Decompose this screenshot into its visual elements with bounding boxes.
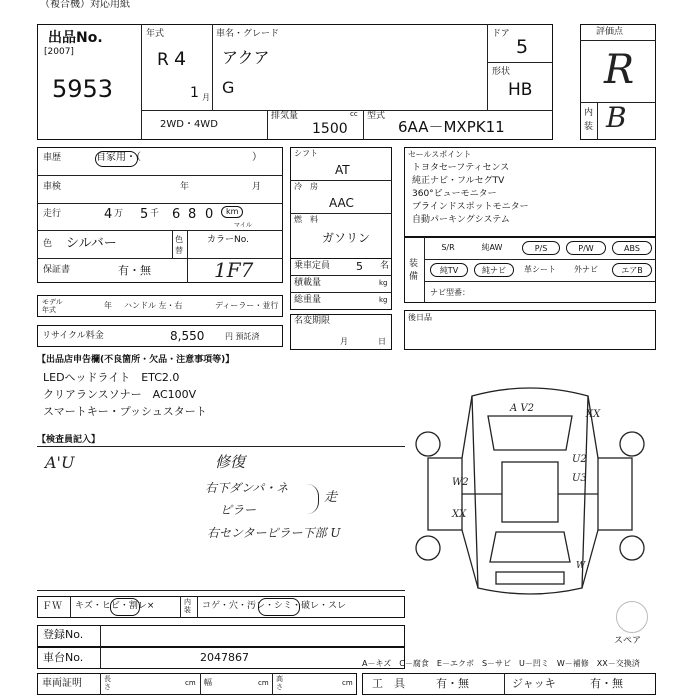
recycle-label: リサイクル料金 [42, 331, 104, 341]
year-label: 年式 [146, 29, 165, 39]
history-value: 自家用・（ [96, 152, 141, 163]
warranty-value: 有・無 [118, 264, 151, 277]
spare-icon [616, 601, 648, 633]
lot-label: 出品No. [48, 30, 103, 46]
shift-value: AT [335, 163, 350, 177]
interior-label: 内 装 [584, 108, 594, 132]
model-name: アクア [222, 48, 270, 67]
lot-tag: [2007] [44, 47, 74, 57]
mileage-label: 走行 [43, 209, 62, 219]
spare-label: スペア [614, 636, 642, 646]
doors-label: ドア [492, 29, 510, 39]
ac-value: AAC [329, 196, 354, 210]
model-grade: G [222, 78, 235, 97]
grade-label: 評価点 [596, 27, 624, 37]
recycle-value: 8,550 [170, 329, 205, 343]
mileage-man: 4 [104, 207, 113, 222]
color-code-label: カラーNo. [207, 235, 249, 245]
displacement-unit: cc [350, 110, 358, 118]
year-era: R [157, 50, 169, 70]
color-label: 色 [43, 239, 53, 249]
interior-score: B [606, 101, 627, 134]
mileage-sen: 5 [140, 207, 149, 222]
inspection-label: 車検 [43, 182, 62, 192]
shape-value: HB [508, 80, 533, 100]
model-label: 車名・グレード [216, 29, 280, 39]
year-month: 1 [190, 85, 199, 101]
drive-label: 2WD・4WD [160, 119, 218, 130]
year-month-unit: 月 [202, 93, 210, 102]
shape-label: 形状 [492, 67, 511, 77]
chassis-value: 2047867 [200, 651, 249, 664]
type-label: 型式 [367, 111, 386, 121]
damage-legend: A－キズ C－腐食 E－エクボ S－サビ U－凹ミ W－補修 XX－交換済 [362, 659, 640, 668]
type-value: 6AA－MXPK11 [398, 118, 505, 136]
lot-number: 5953 [52, 75, 114, 103]
mileage-unit: km [221, 206, 243, 218]
displacement-label: 排気量 [271, 111, 299, 121]
post-delivery-block [404, 310, 656, 350]
dimensions-row [37, 673, 357, 695]
color-code: 1F7 [214, 258, 254, 282]
warranty-label: 保証書 [43, 265, 71, 275]
capacity-value: 5 [356, 260, 363, 273]
form-title: （複合機）対応用紙 [40, 0, 130, 10]
doors-value: 5 [516, 36, 529, 58]
registration-row [37, 625, 405, 647]
fuel-value: ガソリン [322, 231, 371, 245]
history-label: 車歴 [43, 153, 62, 163]
color-value: シルバー [66, 236, 117, 251]
seller-label: 【出品店申告欄(不良箇所・欠品・注意事項等)】 [37, 355, 235, 365]
inspector-label: 【検査員記入】 [37, 435, 101, 445]
displacement-value: 1500 [312, 121, 348, 137]
grade-score: R [604, 47, 635, 93]
year-num: 4 [174, 48, 187, 70]
